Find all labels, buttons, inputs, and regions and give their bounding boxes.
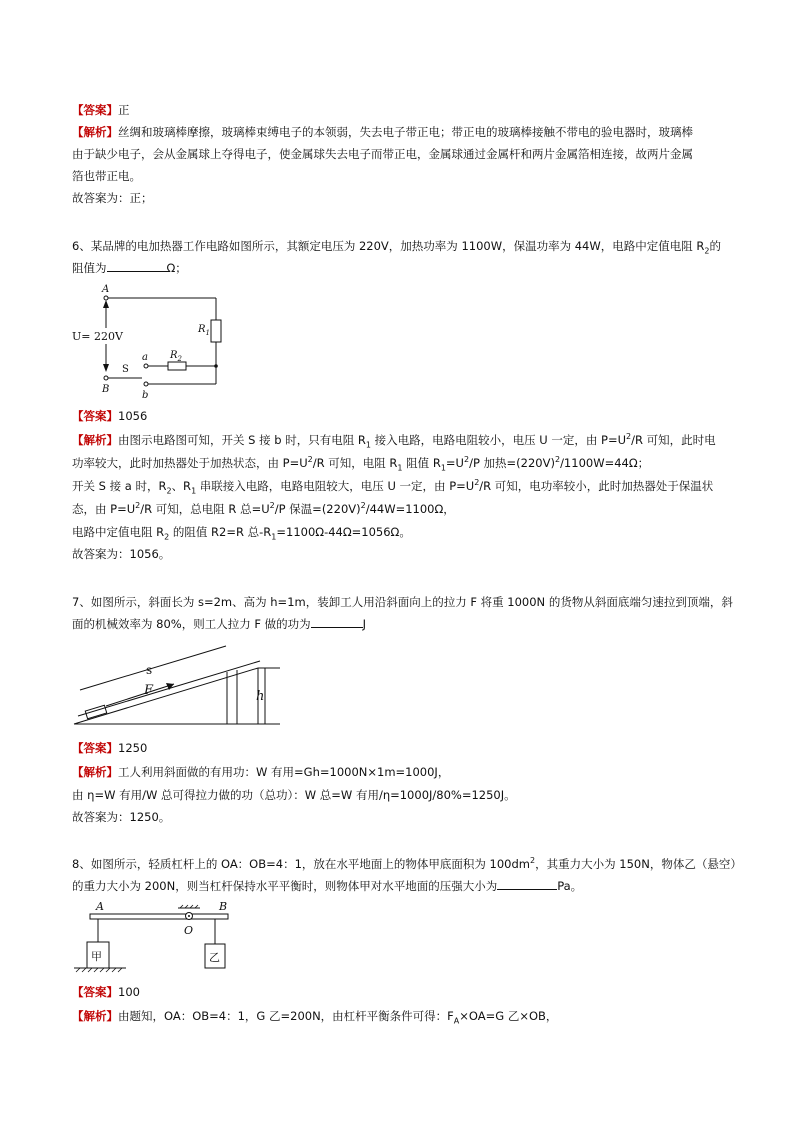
analysis-line: 箔也带正电。 <box>72 169 141 183</box>
analysis-line: 【解析】丝绸和玻璃棒摩擦，玻璃棒束缚电子的本领弱，失去电子带正电；带正电的玻璃棒接触不带电的验电器时，玻璃棒 <box>72 125 693 139</box>
analysis-line: 开关 S 接 a 时，$R_2$、$R_1$ 串联接入电路，电路电阻较大，电压 U 一定，由 $P=U^2/R$ 可知，电功率较小，此时加热器处于保温状 <box>72 478 714 496</box>
answer-label: 【答案】 <box>72 103 118 117</box>
answer-line-q7 <box>72 740 147 756</box>
answer-value: 正 <box>118 103 130 117</box>
analysis-label: 【解析】 <box>72 765 118 779</box>
analysis-label: 【解析】 <box>72 1009 118 1023</box>
answer-label: 【答案】 <box>72 985 118 999</box>
switch-label: S <box>122 364 129 375</box>
answer-value: 1250 <box>118 741 148 755</box>
question-stem-q8-cont: 的重力大小为 200N，则当杠杆保持水平平衡时，则物体甲对水平地面的压强大小为 Pa。 <box>72 879 583 893</box>
analysis-line: 由 η=W 有用/W 总可得拉力做的功（总功）：W 总=W 有用/η=1000J/80%=1250J。 <box>72 788 516 802</box>
answer-value: 1056 <box>118 409 148 423</box>
analysis-line: 【解析】工人利用斜面做的有用功：W 有用=Gh=1000N×1m=1000J， <box>72 765 450 779</box>
fulcrum-o-label: O <box>184 924 194 937</box>
answer-label: 【答案】 <box>72 741 118 755</box>
incline-diagram <box>70 640 285 732</box>
force-label: F <box>144 683 154 698</box>
question-stem-q7-cont: 面的机械效率为 80%，则工人拉力 F 做的功为 J <box>72 617 367 631</box>
analysis-label: 【解析】 <box>72 125 118 139</box>
conclusion-line: 故答案为：1056。 <box>72 547 171 561</box>
answer-blank[interactable] <box>311 616 363 628</box>
voltage-label: U= 220V <box>72 330 123 343</box>
object-yi-label: 乙 <box>209 951 220 964</box>
length-label: s <box>146 663 153 677</box>
contact-a-label: a <box>142 352 148 363</box>
contact-b-label: b <box>142 390 149 401</box>
analysis-line: 态，由 $P=U^2/R$ 可知，总电阻 R 总$=U^2/P$ 保温$=(220V)^2/44W=1100\Omega$， <box>72 501 455 516</box>
answer-blank[interactable] <box>497 878 557 890</box>
analysis-label: 【解析】 <box>72 433 118 447</box>
analysis-line: 【解析】由图示电路图可知，开关 S 接 b 时，只有电阻 $R_1$ 接入电路，电路电阻较小，电压 U 一定，由 $P=U^2/R$ 可知，此时电 <box>72 432 716 450</box>
answer-value: 100 <box>118 985 140 999</box>
answer-line-q8 <box>72 984 140 1000</box>
conclusion-line: 故答案为：正； <box>72 191 153 205</box>
analysis-line: 功率较大，此时加热器处于加热状态，由 $P=U^2/R$ 可知，电阻 $R_1$ 阻值 $R_1=U^2/P$ 加热$=(220V)^2/1100W=44\Omega$； <box>72 455 650 473</box>
lever-diagram <box>70 898 250 978</box>
answer-label: 【答案】 <box>72 409 118 423</box>
analysis-line: 【解析】由题知，OA：OB=4：1，G 乙=200N，由杠杆平衡条件可得：$F_A\times OA=G$ 乙×OB， <box>72 1009 558 1026</box>
lever-end-a-label: A <box>96 900 104 913</box>
conclusion-line: 故答案为：1250。 <box>72 810 171 824</box>
analysis-line: 由于缺少电子，会从金属球上夺得电子，使金属球失去电子而带正电，金属球通过金属杆和两片金属箔相连接，故两片金属 <box>72 147 693 161</box>
question-stem-q7: 7、如图所示，斜面长为 s=2m、高为 h=1m，装卸工人用沿斜面向上的拉力 F 将重 1000N 的货物从斜面底端匀速拉到顶端，斜 <box>72 595 733 609</box>
lever-end-b-label: B <box>219 900 228 913</box>
answer-line-q5 <box>72 102 130 118</box>
r1-label: $R_1$ <box>198 324 210 337</box>
answer-line-q6 <box>72 408 147 424</box>
label-b: B <box>102 384 110 395</box>
r2-label: $R_2$ <box>170 350 182 363</box>
circuit-diagram <box>70 282 230 402</box>
analysis-line: 电路中定值电阻 $R_2$ 的阻值 R2=R 总$-R_1=1100\Omega-44\Omega=1056\Omega$。 <box>72 525 411 542</box>
height-label: h <box>256 689 265 704</box>
object-jia-label: 甲 <box>91 950 102 963</box>
question-stem-q8: 8、如图所示，轻质杠杆上的 OA：OB=4：1，放在水平地面上的物体甲底面积为 $100dm^2$，其重力大小为 150N，物体乙（悬空） <box>72 856 742 871</box>
question-stem-q6: 6、某品牌的电加热器工作电路如图所示，其额定电压为 220V，加热功率为 1100W，保温功率为 44W，电路中定值电阻 $R_2$的 <box>72 239 721 256</box>
answer-blank[interactable] <box>107 260 167 272</box>
label-a: A <box>102 284 110 295</box>
question-stem-q6-cont: 阻值为 Ω； <box>72 261 187 275</box>
